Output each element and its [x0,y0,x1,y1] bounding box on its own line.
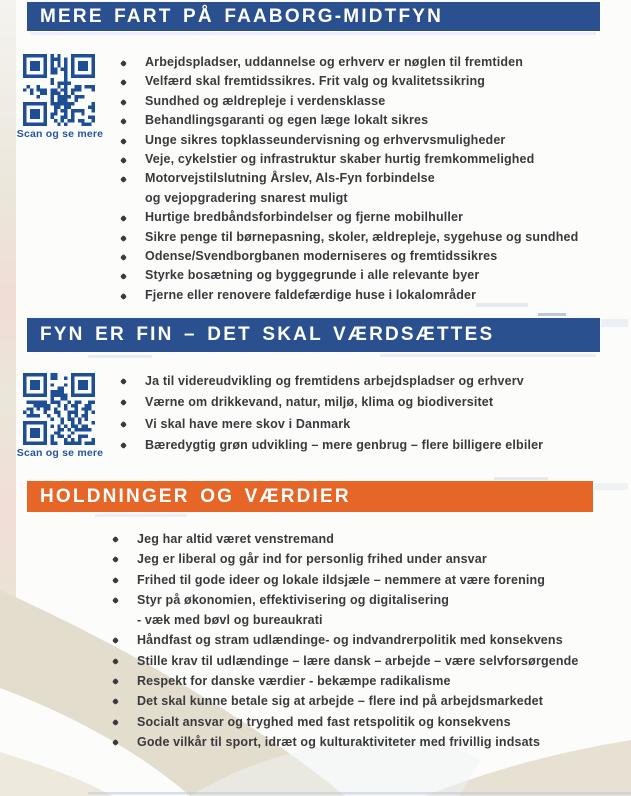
bullet-text: Hurtige bredbåndsforbindelser og fjerne mobilhuller [145,210,464,225]
bullet-text: Jeg har altid været venstremand [137,532,335,546]
bullet-item [112,131,578,150]
bullet-item [104,549,579,569]
bullet-text: Gode vilkår til sport, idræt og kulturaktiviteter med frivillig indsats [137,734,541,749]
bottom-edge-line [88,792,631,795]
streak-artifact [601,319,628,327]
bullet-text: Stille krav til udlændinge – lære dansk – arbejde – være selvforsørgende [137,653,579,668]
bullet-list-holdninger [104,529,579,752]
streak-artifact [594,483,628,490]
bullet-item [104,570,579,590]
scan-label: Scan og se mere [16,128,104,140]
bullet-item [104,529,579,549]
bullet-text: Behandlingsgaranti og egen læge lokalt sikres [145,113,429,128]
bullet-item [112,53,578,72]
bullet-text: Håndfast og stram udlændinge- og indvandrerpolitik med konsekvens [137,633,563,648]
bullet-text: Jeg er liberal og går ind for personlig frihed under ansvar [137,552,487,567]
bullet-item [104,651,579,671]
bullet-item [112,169,578,208]
bullet-item [112,150,578,169]
bullet-text: Respekt for danske værdier - bekæmpe radikalisme [137,674,451,689]
bullet-text: Socialt ansvar og tryghed med fast retspolitik og konsekvens [137,714,511,729]
bullet-text: Motorvejstilslutning Årslev, Als-Fyn forbindelse [145,171,435,186]
streak-artifact [95,514,187,517]
bullet-item [112,392,543,413]
bullet-text: Ja til videreudvikling og fremtidens arbejdspladser og erhverv [145,374,524,388]
section-header-fyn-er-fin [27,318,600,352]
section-header-holdninger [27,481,593,512]
streak-artifact [30,32,596,35]
section-title: HOLDNINGER OG VÆRDIER [40,485,351,507]
section-header-mere-fart [27,2,600,31]
bullet-text: Arbejdspladser, uddannelse og erhverv er nøglen til fremtiden [145,55,523,69]
bullet-text: Værne om drikkevand, natur, miljø, klima og biodiversitet [145,395,494,410]
bullet-continuation-text: - væk med bøvl og bureaukrati [137,613,323,628]
qr-code [23,373,95,445]
bullet-item [112,286,578,305]
bullet-item [104,590,579,631]
bullet-text: Vi skal have mere skov i Danmark [145,416,351,431]
bullet-item [112,266,578,285]
bullet-item [112,247,578,266]
section-title: MERE FART PÅ FAABORG-MIDTFYN [40,5,444,27]
bullet-item [112,208,578,227]
section-title: FYN ER FIN – DET SKAL VÆRDSÆTTES [40,324,495,345]
bullet-item [104,732,579,752]
bullet-item [112,92,578,111]
bullet-item [112,72,578,91]
bullet-item [104,691,579,711]
streak-artifact [88,355,152,358]
bullet-text: Fjerne eller renovere faldefærdige huse i lokalområder [145,287,477,302]
bullet-item [112,414,543,435]
bullet-item [112,371,543,392]
bullet-item [104,712,579,732]
bullet-item [104,630,579,650]
bullet-list-fyn-er-fin [112,371,543,456]
bullet-item [112,111,578,130]
bullet-item [112,228,578,247]
streak-artifact [380,354,596,357]
bullet-text: Sundhed og ældrepleje i verdensklasse [145,93,386,108]
bullet-text: Frihed til gode ideer og lokale ildsjæle – nemmere at være forening [137,572,546,587]
bullet-item [112,435,543,456]
bullet-continuation-text: og vejopgradering snarest muligt [145,190,348,205]
bullet-text: Unge sikres topklasseundervisning og erhvervsmuligheder [145,132,506,147]
bullet-text: Bæredygtig grøn udvikling – mere genbrug – flere billigere elbiler [145,437,544,452]
bullet-list-mere-fart [112,53,578,305]
bullet-text: Sikre penge til børnepasning, skoler, ældrepleje, sygehuse og sundhed [145,229,579,244]
qr-code [23,54,95,126]
streak-artifact [538,313,566,316]
bullet-text: Det skal kunne betale sig at arbejde – flere ind på arbejdsmarkedet [137,694,544,709]
bullet-text: Velfærd skal fremtidssikres. Frit valg og kvalitetssikring [145,74,486,89]
streak-artifact [494,477,548,480]
bullet-text: Veje, cykelstier og infrastruktur skaber hurtig fremkommelighed [145,152,535,167]
scan-label: Scan og se mere [16,447,104,459]
bullet-text: Styr på økonomien, effektivisering og digitalisering [137,592,450,607]
bullet-text: Styrke bosætning og byggegrunde i alle relevante byer [145,268,480,283]
bullet-text: Odense/Svendborgbanen moderniseres og fremtidssikres [145,249,498,264]
bullet-item [104,671,579,691]
